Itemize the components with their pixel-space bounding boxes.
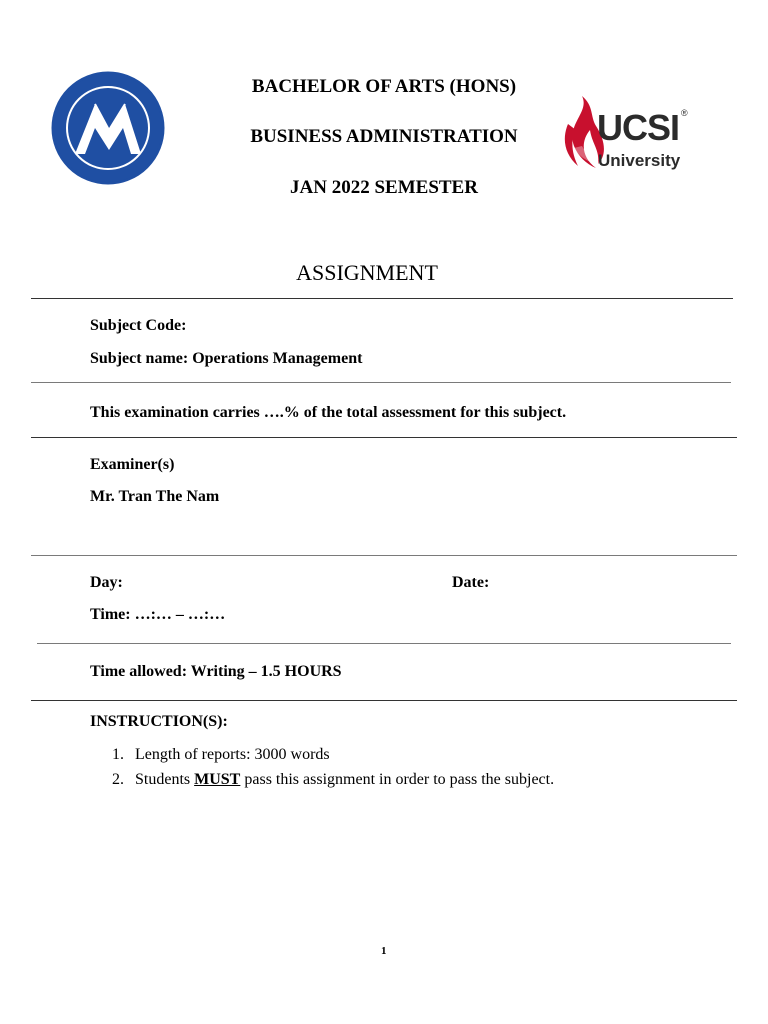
- divider: [37, 643, 731, 644]
- date-label: Date:: [452, 574, 490, 591]
- program-title: BACHELOR OF ARTS (HONS): [251, 76, 517, 97]
- divider: [31, 555, 737, 556]
- divider: [31, 382, 731, 383]
- day-label: Day:: [90, 574, 123, 591]
- time-allowed-text: Time allowed: Writing – 1.5 HOURS: [90, 663, 342, 680]
- instructions-heading: INSTRUCTION(S):: [90, 713, 228, 730]
- document-title: ASSIGNMENT: [296, 260, 438, 285]
- instruction-item-2-pre: Students: [135, 771, 195, 788]
- time-label: Time: …:… – …:…: [90, 606, 226, 623]
- instruction-item-2-post: pass this assignment in order to pass the subject.: [240, 771, 555, 788]
- registered-mark: ®: [681, 108, 688, 118]
- semester-label: JAN 2022 SEMESTER: [290, 177, 478, 198]
- list-marker-2: 2.: [112, 771, 124, 788]
- instruction-item-2-emphasis: MUST: [194, 771, 241, 788]
- ucsi-university-label: University: [598, 151, 681, 170]
- divider: [31, 700, 737, 701]
- examiner-label: Examiner(s): [90, 456, 175, 473]
- subject-name-label: Subject name: Operations Management: [90, 350, 363, 367]
- page-number: 1: [381, 945, 387, 957]
- subject-code-label: Subject Code:: [90, 317, 187, 334]
- program-subtitle: BUSINESS ADMINISTRATION: [250, 126, 518, 147]
- examiner-name: Mr. Tran The Nam: [90, 488, 220, 505]
- list-marker-1: 1.: [112, 746, 124, 763]
- ucsi-wordmark: UCSI: [597, 107, 680, 148]
- divider: [31, 298, 733, 299]
- exam-weight-text: This examination carries ….% of the total assessment for this subject.: [90, 404, 567, 421]
- divider: [31, 437, 737, 438]
- instruction-item-1: Length of reports: 3000 words: [135, 746, 330, 763]
- instruction-item-2: [135, 771, 554, 789]
